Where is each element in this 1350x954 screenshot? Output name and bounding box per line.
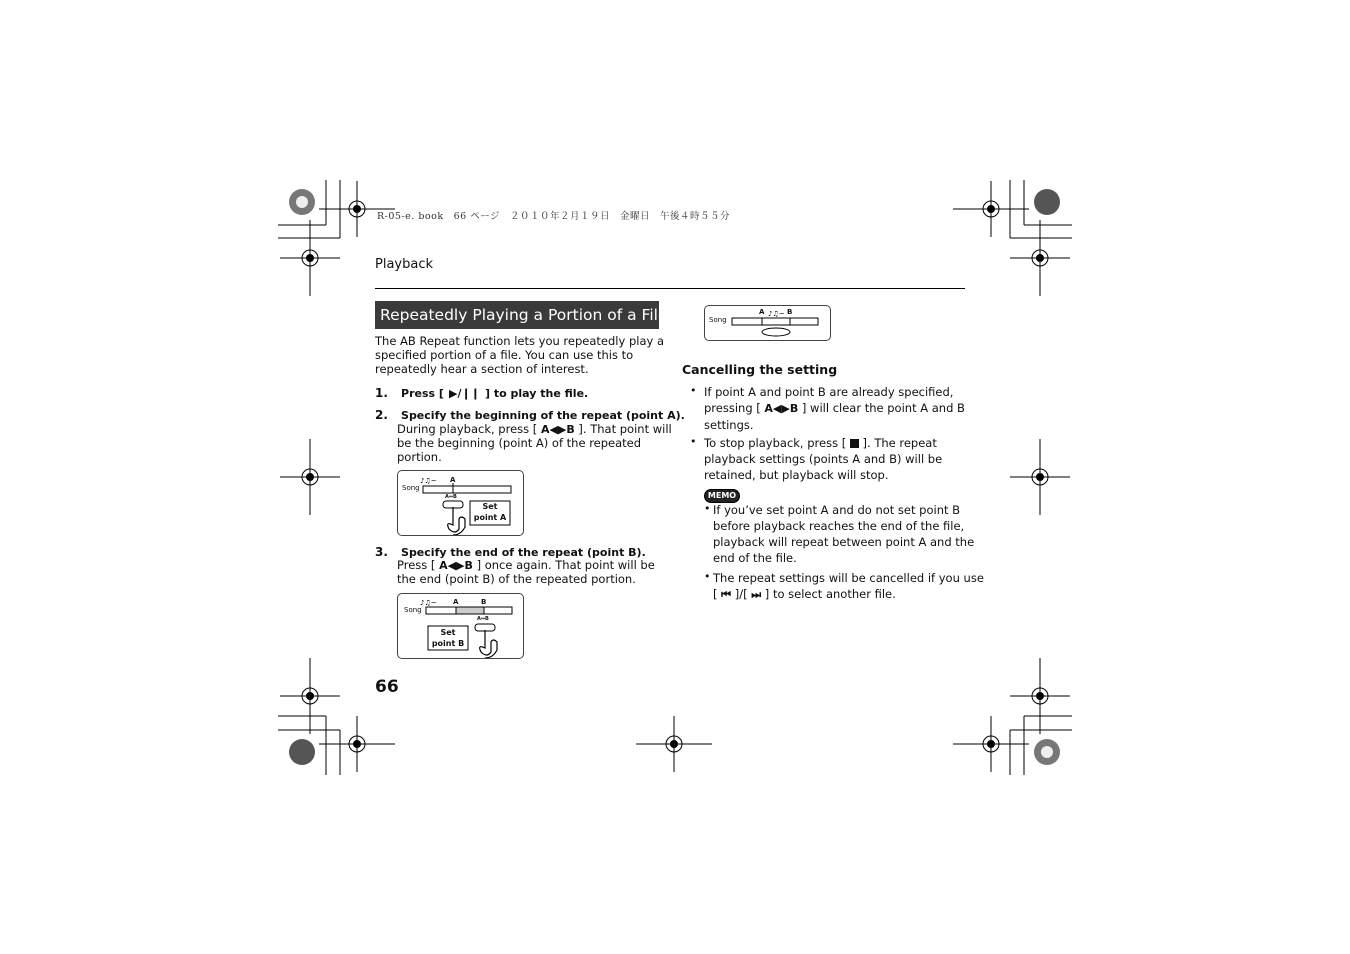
memo-bullet-1: • If you’ve set point A and do not set point B before playback reaches the end of the file, playback will repeat between point A and the end of the file. xyxy=(704,502,975,565)
cancel-bullet-2: • To stop playback, press [ ]. The repeat playback settings (points A and B) will be retained, but playback will stop. xyxy=(690,435,943,482)
step-3-body: Press [ A◀▶B ] once again. That point will be the end (point B) of the repeated portion. xyxy=(397,558,655,586)
step-2-body: During playback, press [ A◀▶B ]. That point will be the beginning (point A) of the repeated portion. xyxy=(397,422,672,464)
print-metadata: R-05-e. book 66 ページ ２０１０年２月１９日 金曜日 午後４時５５分 xyxy=(377,211,731,222)
cancel-heading: Cancelling the setting xyxy=(682,362,838,377)
figure-set-point-b: ♪♫~ Song A B A↔B Set point B xyxy=(397,593,524,659)
stop-key-icon xyxy=(850,439,859,448)
figure-repeat-loop: ♪♫~ Song A B xyxy=(704,305,831,341)
intro-paragraph: The AB Repeat function lets you repeatedly play a specified portion of a file. You can use this to repeatedly hear a section of interest. xyxy=(375,334,664,376)
music-note-icon: ♪♫~ xyxy=(420,477,437,485)
step-3: 3. Specify the end of the repeat (point B). xyxy=(375,545,646,559)
finger-icon xyxy=(480,630,497,658)
section-title: Repeatedly Playing a Portion of a File xyxy=(375,301,659,329)
finger-icon xyxy=(448,507,465,535)
ab-repeat-key-icon: A◀▶B xyxy=(540,423,575,436)
music-note-icon: ♪♫~ xyxy=(420,599,437,607)
step-1: 1. Press [ ▶/❙❙ ] to play the file. xyxy=(375,386,589,400)
ab-repeat-key-icon: A◀▶B xyxy=(764,402,799,415)
ab-repeat-key-icon: A◀▶B xyxy=(439,559,473,572)
loop-arrow-icon xyxy=(762,328,790,336)
step-2: 2. Specify the beginning of the repeat (point A). xyxy=(375,408,685,422)
play-pause-key-icon: ▶/❙❙ xyxy=(449,387,480,400)
memo-icon: MEMO xyxy=(704,489,740,503)
cancel-bullet-1: • If point A and point B are already specified, pressing [ A◀▶B ] will clear the point A and B settings. xyxy=(690,384,965,432)
section-label: Playback xyxy=(375,257,434,272)
skip-back-key-icon: ⏮ xyxy=(721,588,732,601)
figure-set-point-a: ♪♫~ Song A A↔B Set point A xyxy=(397,470,524,536)
skip-forward-key-icon: ⏭ xyxy=(751,588,762,601)
memo-bullet-2: • The repeat settings will be cancelled if you use [ ⏮ ]/[ ⏭ ] to select another file. xyxy=(704,570,984,601)
music-note-icon: ♪♫~ xyxy=(768,310,785,318)
page-number: 66 xyxy=(375,677,399,697)
header-rule xyxy=(375,288,965,289)
